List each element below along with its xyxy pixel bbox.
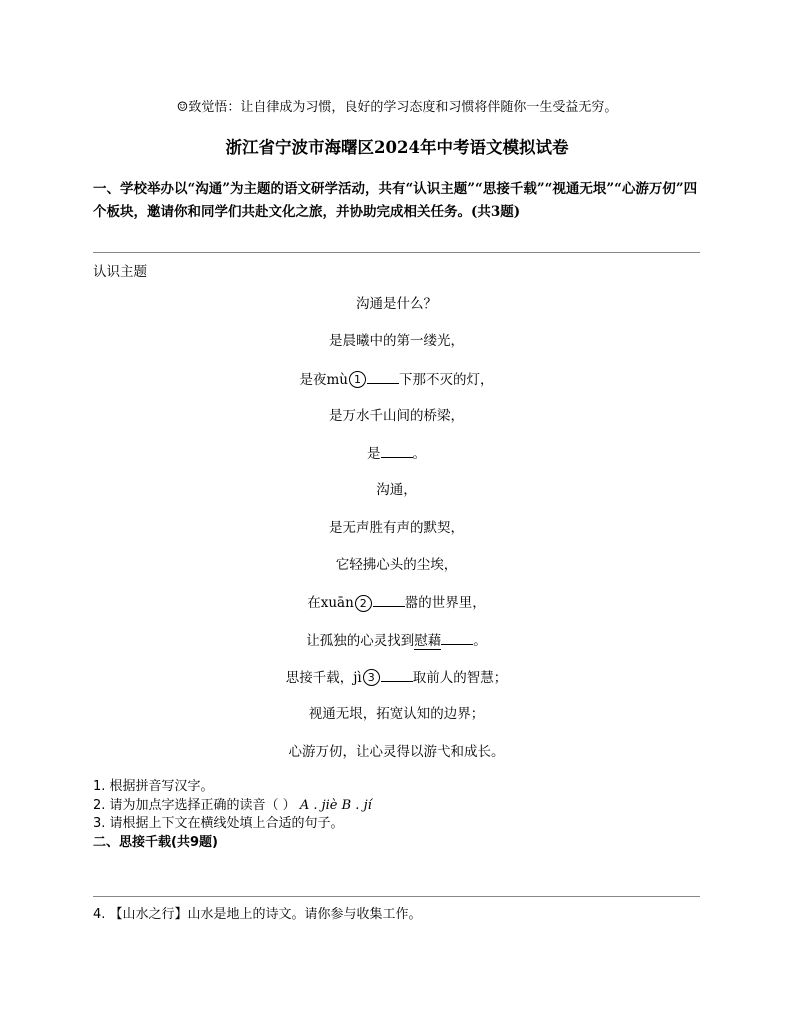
blank-number-circle: 1 xyxy=(349,371,366,388)
section2-heading: 二、思接千载(共9题) xyxy=(93,834,218,850)
poem-line: 是万水千山间的桥梁， xyxy=(329,407,464,424)
poem-line xyxy=(93,667,700,704)
poem xyxy=(93,294,700,779)
poem-line: 是无声胜有声的默契， xyxy=(329,519,464,536)
poem-text: 嚣的世界里， xyxy=(404,595,486,612)
poem-line xyxy=(93,443,700,480)
section1-subheading: 认识主题 xyxy=(93,264,147,280)
question-list xyxy=(93,778,700,852)
fill-blank[interactable] xyxy=(367,369,399,384)
divider xyxy=(93,252,700,253)
dotted-word: 慰藉 xyxy=(414,632,442,649)
poem-text: 在 xyxy=(307,595,321,612)
motto-line: ☺致觉悟：让自律成为习惯，良好的学习态度和习惯将伴随你一生受益无穷。 xyxy=(176,100,618,115)
question-4: 4. 【山水之行】山水是地上的诗文。请你参与收集工作。 xyxy=(93,907,422,922)
poem-text: 是夜 xyxy=(299,371,327,388)
poem-line: 视通无垠，拓宽认知的边界； xyxy=(308,706,485,723)
poem-line: 沟通是什么？ xyxy=(356,296,437,312)
question-3: 3. 请根据上下文在横线处填上合适的句子。 xyxy=(93,816,344,831)
poem-line: 心游万仞，让心灵得以游弋和成长。 xyxy=(288,743,505,760)
poem-line: 它轻拂心头的尘埃， xyxy=(335,557,458,574)
exam-title: 浙江省宁波市海曙区2024年中考语文模拟试卷 xyxy=(225,138,569,157)
fill-blank[interactable] xyxy=(381,667,413,682)
fill-blank[interactable] xyxy=(381,443,413,458)
section1-heading: 一、学校举办以“沟通”为主题的语文研学活动，共有“认识主题”“思接千载”“视通无垠”“心游万仞”四个板块，邀请你和同学们共赴文化之旅，并协助完成相关任务。(共3题) xyxy=(93,181,698,220)
poem-text: 。 xyxy=(412,446,426,463)
pinyin: mù xyxy=(326,371,348,388)
poem-line xyxy=(93,369,700,406)
poem-line xyxy=(93,592,700,629)
option-b[interactable]: B . jí xyxy=(341,797,372,813)
divider xyxy=(93,896,700,897)
pinyin: jì xyxy=(353,669,362,686)
poem-text: 是 xyxy=(367,446,381,463)
poem-text: 。 xyxy=(473,632,487,649)
question-2-text: 2. 请为加点字选择正确的读音（ ） xyxy=(93,797,296,813)
poem-line: 是晨曦中的第一缕光， xyxy=(329,333,464,350)
blank-number-circle: 3 xyxy=(363,669,380,686)
poem-text: 让孤独的心灵找到 xyxy=(306,632,415,649)
poem-line: 沟通， xyxy=(376,482,417,499)
option-a[interactable]: A . jiè xyxy=(299,797,338,813)
fill-blank[interactable] xyxy=(373,592,405,607)
poem-text: 取前人的智慧； xyxy=(412,669,508,686)
poem-text: 下那不灭的灯， xyxy=(399,371,494,388)
pinyin: xuān xyxy=(320,595,354,612)
poem-line xyxy=(93,630,700,667)
question-2 xyxy=(93,797,700,816)
blank-number-circle: 2 xyxy=(355,595,372,612)
fill-blank[interactable] xyxy=(441,630,473,645)
question-1: 1. 根据拼音写汉字。 xyxy=(93,779,214,794)
poem-text: 思接千载， xyxy=(285,669,354,686)
